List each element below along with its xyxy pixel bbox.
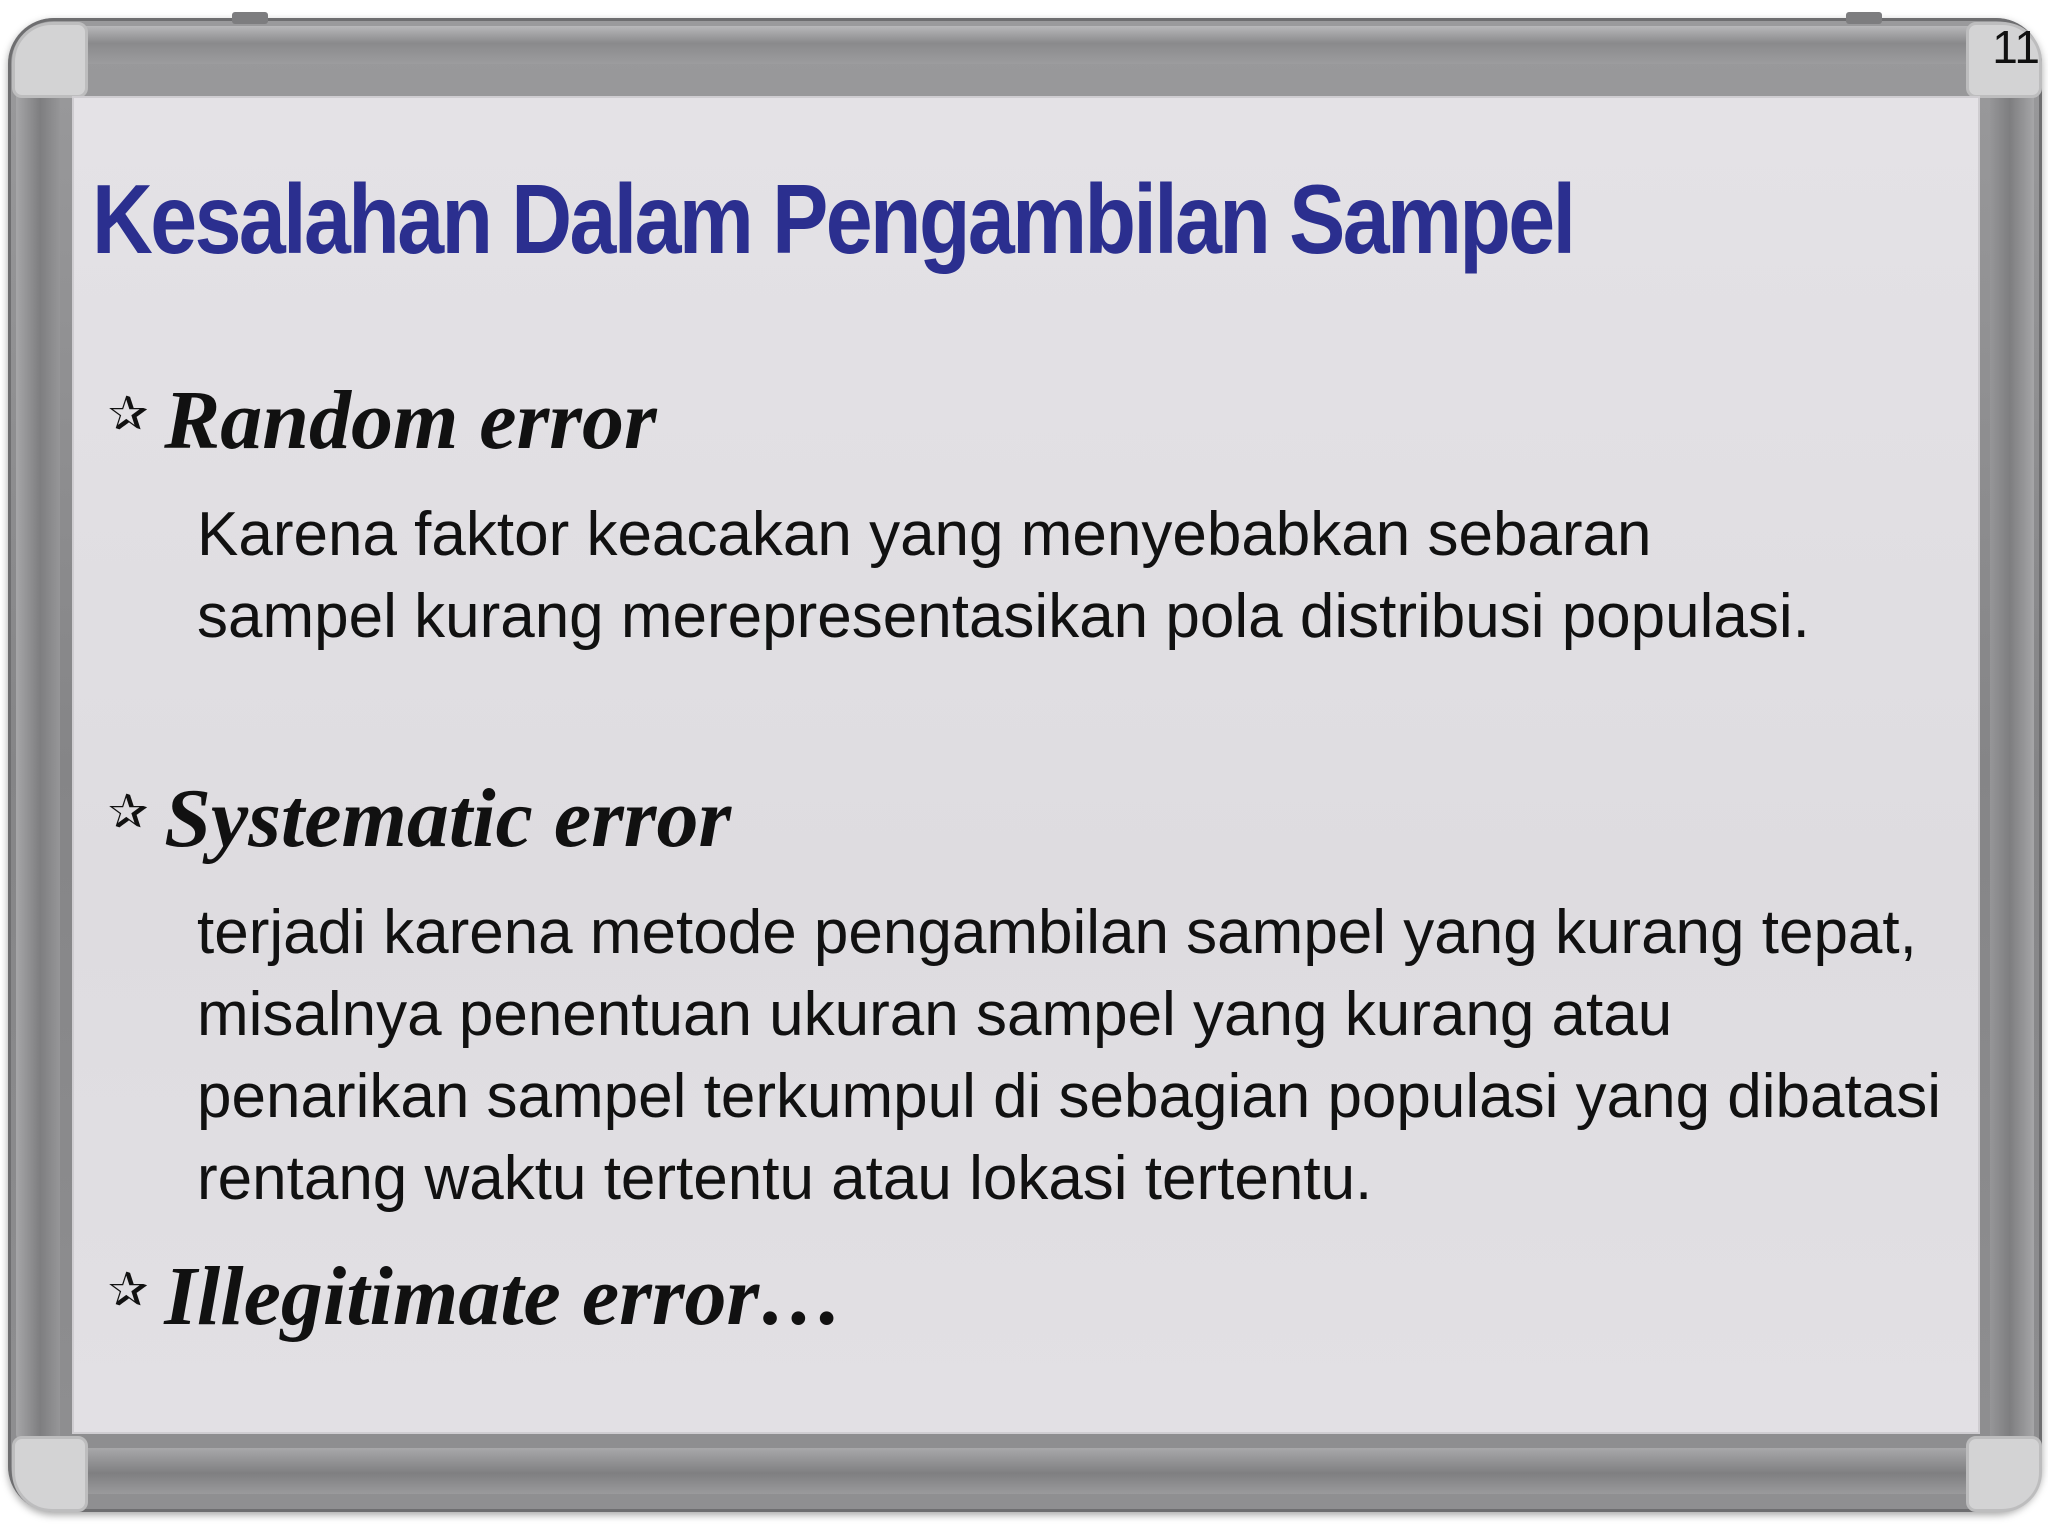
star-outline-icon: ✰ [108, 1262, 149, 1318]
item-heading-illegitimate-error [108, 1248, 843, 1345]
frame-rail-top [60, 26, 1990, 64]
frame-corner-bottom-left [12, 1436, 88, 1512]
frame-rail-bottom [60, 1448, 1990, 1494]
frame-rail-right [1990, 80, 2034, 1440]
item-body-systematic-error: terjadi karena metode pengambilan sampel yang kurang tepat, misalnya penentuan ukuran sampel yang kurang atau penarikan sampel terkumpul di sebagian populasi yang dibatasi rentang waktu tertentu atau lokasi tertentu. [197, 898, 1941, 1213]
whiteboard-surface [72, 96, 1980, 1434]
frame-corner-top-left [12, 22, 88, 98]
frame-corner-bottom-right [1966, 1436, 2042, 1512]
item-heading-random-error [108, 372, 657, 469]
item-heading-text: Random error [164, 374, 657, 467]
item-heading-text: Systematic error [164, 772, 732, 865]
item-heading-systematic-error [108, 770, 731, 867]
slide-title: Kesalahan Dalam Pengambilan Sampel [92, 164, 1574, 274]
frame-peg-right [1846, 12, 1882, 24]
page-number: 11 [1992, 21, 2040, 73]
star-outline-icon: ✰ [108, 784, 149, 840]
frame-rail-left [16, 80, 60, 1440]
star-outline-icon: ✰ [108, 386, 149, 442]
item-body-random-error: Karena faktor keacakan yang menyebabkan sebaran sampel kurang merepresentasikan pola distribusi populasi. [197, 500, 1810, 651]
item-heading-text: Illegitimate error… [164, 1250, 844, 1343]
frame-peg-left [232, 12, 268, 24]
